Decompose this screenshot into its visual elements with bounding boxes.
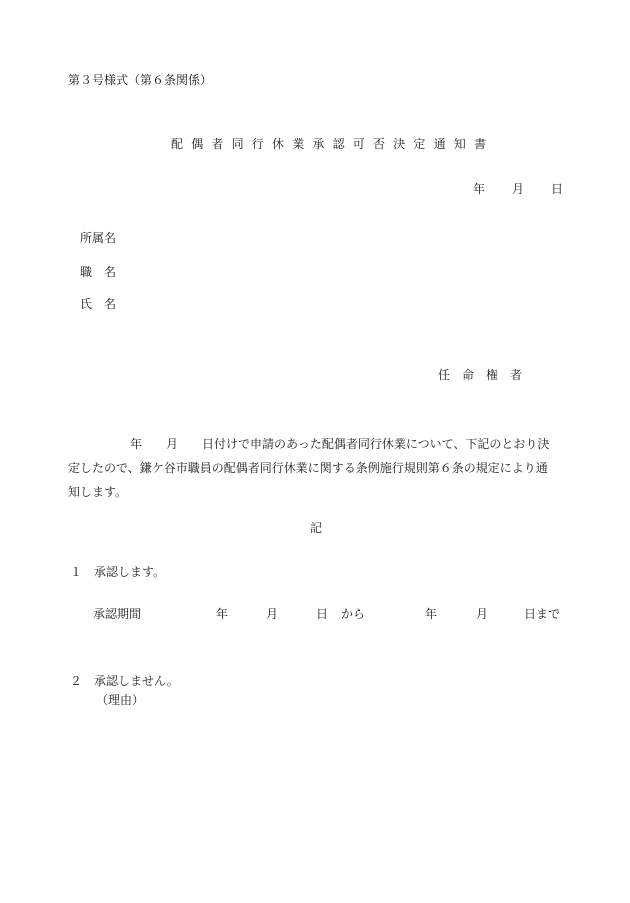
- body-line2: 定したので、鎌ケ谷市職員の配偶者同行休業に関する条例施行規則第６条の規定により通: [68, 461, 548, 475]
- affiliation-label: 所属名: [80, 231, 117, 245]
- period-start-year: 年: [216, 607, 229, 621]
- appointing-authority: [438, 369, 522, 381]
- reason-label: （理由）: [96, 693, 145, 707]
- post-label: 職 名: [80, 265, 117, 279]
- item2-text: 承認しません。: [94, 674, 179, 688]
- appointer-char: 権: [486, 368, 499, 382]
- item2-number: ２: [70, 674, 83, 688]
- item1-number: １: [70, 565, 83, 579]
- date-year-label: 年: [473, 182, 486, 196]
- document-title: 配偶者同行休業承認可否決定通知書: [171, 137, 495, 151]
- period-start-day: 日: [316, 607, 329, 621]
- period-start-month: 月: [266, 607, 279, 621]
- body-year: 年: [130, 437, 143, 451]
- appointer-char: 命: [462, 368, 475, 382]
- name-label: 氏 名: [80, 297, 117, 311]
- body-line3: 知します。: [68, 485, 128, 499]
- date-day-label: 日: [551, 182, 564, 196]
- ki-heading: 記: [310, 521, 323, 535]
- body-month: 月: [166, 437, 179, 451]
- period-end-day-until: 日まで: [524, 607, 561, 621]
- appointer-char: 任: [438, 368, 451, 382]
- approval-period-label: 承認期間: [93, 607, 142, 621]
- date-line: [473, 183, 563, 195]
- period-from: から: [341, 607, 366, 621]
- body-line1: 日付けで申請のあった配偶者同行休業について、下記のとおり決: [202, 437, 550, 451]
- date-month-label: 月: [512, 182, 525, 196]
- form-number: 第３号様式（第６条関係）: [68, 73, 213, 87]
- item1-text: 承認します。: [94, 565, 166, 579]
- notice-body: [68, 432, 564, 504]
- period-end-year: 年: [425, 607, 438, 621]
- period-end-month: 月: [476, 607, 489, 621]
- appointer-char: 者: [510, 368, 523, 382]
